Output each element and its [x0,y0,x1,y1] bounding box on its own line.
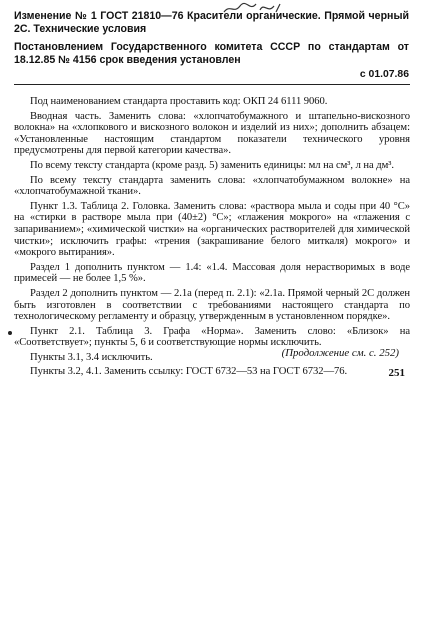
paragraph: Под наименованием стандарта проставить код: ОКП 24 6111 9060. [30,96,328,107]
paragraph: Пункты 3.2, 4.1. Заменить ссылку: ГОСТ 6732—53 на ГОСТ 6732—76. [30,366,348,378]
header-divider [14,84,410,85]
paragraph: По всему тексту стандарта заменить слова: «хлопчатобумажном волокне» на «хлопчатобумажной ткани». [14,174,410,198]
paragraph: Вводная часть. Заменить слова: «хлопчатобумажного и штапельно-вискозного волокна» на «хлопкового и вискозного волокон и изделий из них»; дополнить абзацем: «Установленные настоящим стандартом показатели технического уровня предусмотрены для первой категории качества». [14,110,410,157]
effective-date: с 01.07.86 [359,69,409,80]
page-number: 251 [388,367,405,379]
margin-dot [8,331,12,335]
paragraph: Раздел 1 дополнить пунктом — 1.4: «1.4. Массовая доля нерастворимых в воде примесей — не более 1,5 %». [14,261,410,285]
amendment-title: Изменение № 1 ГОСТ 21810—76 Красители органические. Прямой черный 2С. Технические условия [14,10,409,35]
paragraph: Раздел 2 дополнить пунктом — 2.1а (перед п. 2.1): «2.1а. Прямой черный 2С должен быть изготовлен в соответствии с требованиями настоящего стандарта по технологическому регламенту и образцу, утвержденным в установленном порядке». [14,287,410,323]
decree-statement: Постановлением Государственного комитета СССР по стандартам от 18.12.85 № 4156 срок введения установлен [14,41,409,66]
amendment-body [14,96,410,381]
paragraph: По всему тексту стандарта (кроме разд. 5) заменить единицы: мл на см³, л на дм³. [30,159,395,171]
paragraph: Пункты 3.1, 3.4 исключить. [30,351,153,363]
paragraph: Пункт 1.3. Таблица 2. Головка. Заменить слова: «раствора мыла и соды при 40 °С» на «стирки в растворе мыла при (40±2) °С»; «глажения мокрого» на «глажения с запариванием»; «химической чистки» на «органических растворителей для химической чистки»; исключить графы: «трения (закрашивание белого миткаля) мокрого» и «мокрого вытирания». [14,200,410,259]
continuation-note: (Продолжение см. с. 252) [281,347,399,359]
paragraph: Пункт 2.1. Таблица 3. Графа «Норма». Заменить слово: «Близок» на «Соответствует»; пункты 5, 6 и соответствующие нормы исключить. [14,325,410,349]
